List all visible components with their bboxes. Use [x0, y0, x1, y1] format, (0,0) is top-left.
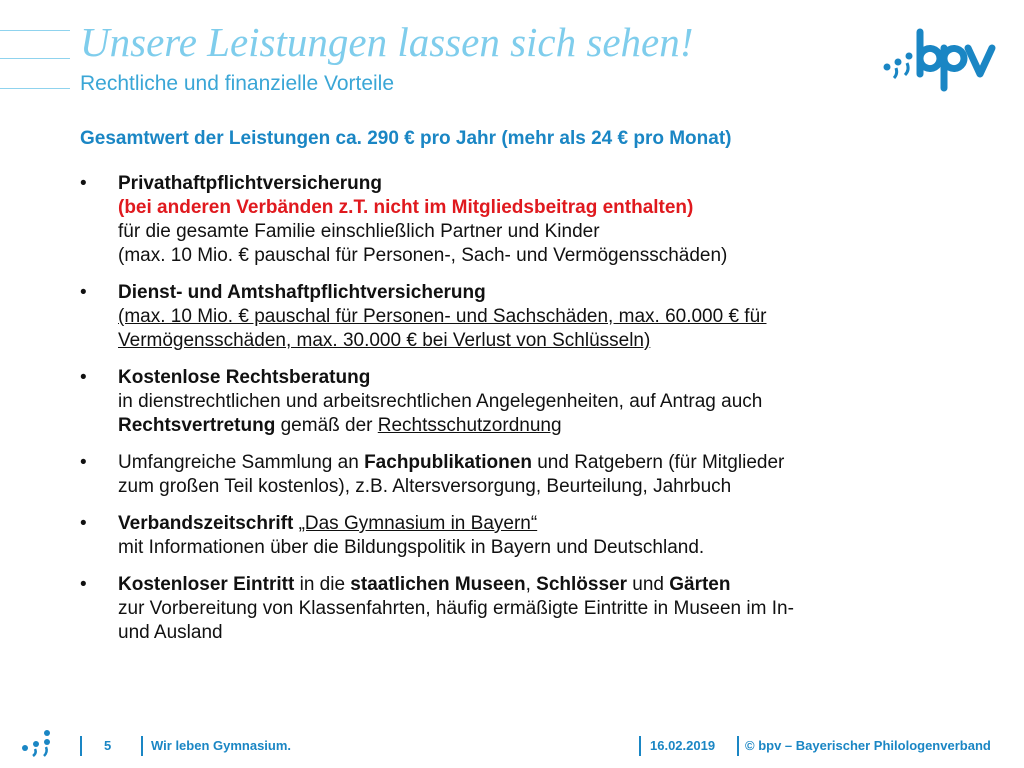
footer-separator — [737, 736, 739, 756]
benefit-text: , — [525, 574, 537, 595]
footer-date: 16.02.2019 — [650, 738, 716, 753]
list-item — [80, 512, 960, 560]
benefit-text-line — [118, 573, 960, 597]
list-item — [80, 573, 960, 645]
benefit-text: gemäß der — [275, 415, 378, 436]
benefit-heading: Kostenlose Rechtsberatung — [118, 367, 371, 388]
benefit-text: zum großen Teil kostenlos), z.B. Altersversorgung, Beurteilung, Jahrbuch — [118, 476, 732, 497]
benefit-text: zur Vorbereitung von Klassenfahrten, häufig ermäßigte Eintritte in Museen im In- — [118, 598, 794, 619]
benefit-text: in dienstrechtlichen und arbeitsrechtlichen Angelegenheiten, auf Antrag auch — [118, 391, 763, 412]
bullet: • — [80, 452, 87, 473]
decorative-line-2 — [0, 58, 70, 59]
list-item — [80, 451, 960, 499]
benefit-heading: Privathaftpflichtversicherung — [118, 173, 382, 194]
benefit-keyword: Fachpublikationen — [364, 452, 532, 473]
bullet: • — [80, 513, 87, 534]
list-item — [80, 366, 960, 438]
decorative-line-3 — [0, 88, 70, 89]
benefit-heading: Kostenloser Eintritt — [118, 574, 295, 595]
footer-separator — [639, 736, 641, 756]
benefit-text: (max. 10 Mio. € pauschal für Personen-, Sach- und Vermögensschäden) — [118, 245, 728, 266]
benefit-heading: Verbandszeitschrift — [118, 513, 294, 534]
benefit-note: (bei anderen Verbänden z.T. nicht im Mitgliedsbeitrag enthalten) — [118, 197, 694, 218]
total-value-summary: Gesamtwert der Leistungen ca. 290 € pro Jahr (mehr als 24 € pro Monat) — [80, 128, 732, 149]
decorative-line-1 — [0, 30, 70, 31]
benefit-text: und — [626, 574, 670, 595]
benefit-text-line — [118, 512, 960, 536]
bullet: • — [80, 282, 87, 303]
footer-copyright: © bpv – Bayerischer Philologenverband — [745, 738, 991, 753]
benefit-text: (max. 10 Mio. € pauschal für Personen- und Sachschäden, max. 60.000 € für — [118, 306, 767, 327]
benefit-keyword: Schlösser — [536, 574, 627, 595]
magazine-link[interactable]: „Das Gymnasium in Bayern“ — [298, 513, 538, 534]
list-item — [80, 281, 960, 353]
page-number: 5 — [104, 738, 112, 753]
footer-separator — [80, 736, 82, 756]
page-title: Unsere Leistungen lassen sich sehen! — [80, 19, 694, 65]
benefit-text-line — [118, 451, 960, 475]
benefit-text: und Ratgebern (für Mitglieder — [531, 452, 785, 473]
bullet: • — [80, 367, 87, 388]
benefit-heading: Dienst- und Amtshaftpflichtversicherung — [118, 282, 486, 303]
benefit-keyword: Gärten — [669, 574, 731, 595]
benefit-text: in die — [294, 574, 351, 595]
list-item — [80, 172, 960, 268]
benefit-text: für die gesamte Familie einschließlich Partner und Kinder — [118, 221, 600, 242]
footer-dots-logo — [20, 728, 60, 758]
benefit-text: mit Informationen über die Bildungspolitik in Bayern und Deutschland. — [118, 537, 705, 558]
benefit-text: und Ausland — [118, 622, 223, 643]
bpv-logo — [878, 22, 998, 92]
benefit-text-line — [118, 414, 960, 438]
benefit-text: Umfangreiche Sammlung an — [118, 452, 365, 473]
benefit-keyword: staatlichen Museen — [350, 574, 526, 595]
bullet: • — [80, 574, 87, 595]
legal-protection-link[interactable]: Rechtsschutzordnung — [377, 415, 562, 436]
benefit-keyword: Rechtsvertretung — [118, 415, 276, 436]
benefits-list — [80, 172, 960, 658]
benefit-text: Vermögensschäden, max. 30.000 € bei Verlust von Schlüsseln) — [118, 330, 651, 351]
footer-separator — [141, 736, 143, 756]
footer-slogan: Wir leben Gymnasium. — [151, 738, 292, 753]
page-subtitle: Rechtliche und finanzielle Vorteile — [80, 72, 395, 95]
bullet: • — [80, 173, 87, 194]
